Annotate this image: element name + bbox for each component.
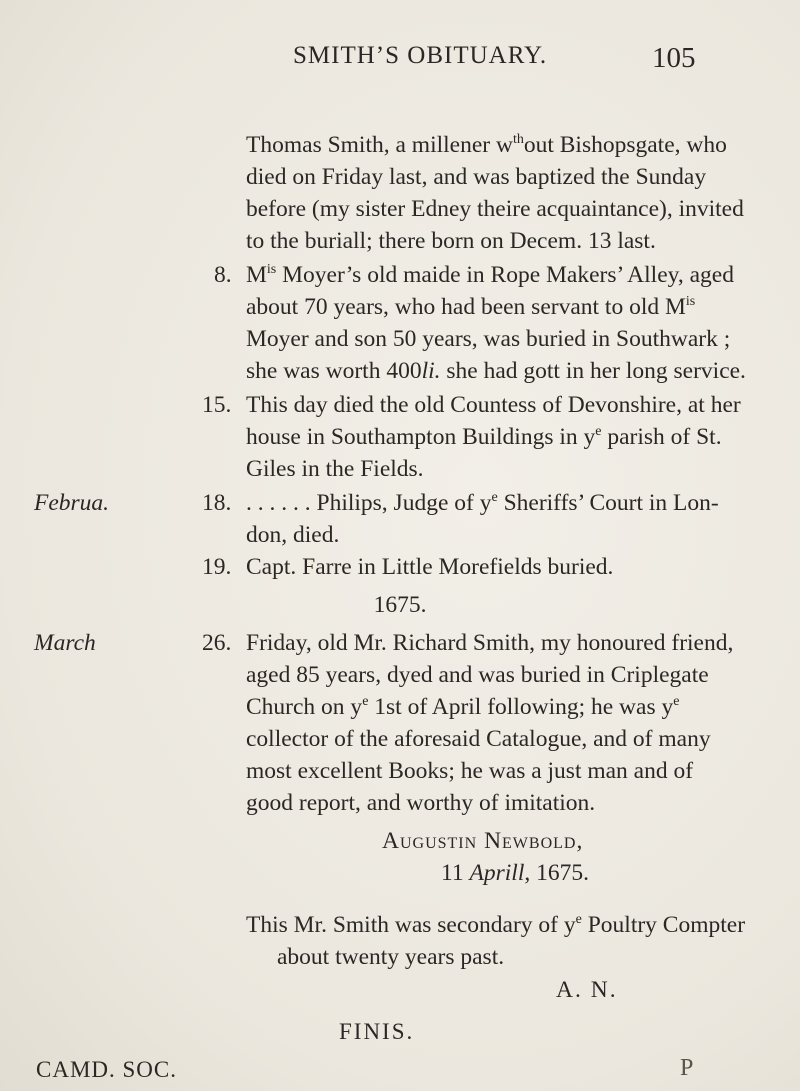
page-number: 105 [652,42,696,74]
text-line: Capt. Farre in Little Morefields buried. [246,554,614,580]
entry-day: 18. [202,490,232,516]
text-line: $M^{is}$ Moyer’s old maide in Rope Makers’ Alley, aged [246,262,734,288]
finis: FINIS. [339,1019,415,1044]
text-line: Church on $y^e$ 1st of April following; he was $y^e$ [246,694,680,720]
text-line: Moyer and son 50 years, was buried in Southwark ; [246,326,731,352]
signature-name: Augustin Newbold, [382,828,584,854]
text-line: good report, and worthy of imitation. [246,790,596,816]
text-line: about 70 years, who had been servant to old $M^{is}$ [246,294,696,320]
text-line: aged 85 years, dyed and was buried in Criplegate [246,662,709,688]
entry-day: 26. [202,630,232,656]
year-heading: 1675. [373,592,427,618]
entry-month: Februa. [34,490,110,516]
text-line: she was worth 400li. she had gott in her long service. [246,358,746,384]
signature-mark: P [680,1055,694,1081]
entry-month: March [34,630,96,656]
running-title: SMITH’S OBITUARY. [293,42,548,69]
printer-signature: CAMD. SOC. [36,1057,178,1082]
text-line: don, died. [246,522,340,548]
text-line: Giles in the Fields. [246,456,424,482]
text-line: This day died the old Countess of Devonshire, at her [246,392,741,418]
text-line: to the buriall; there born on Decem. 13 last. [246,228,656,254]
text-line: died on Friday last, and was baptized the Sunday [246,164,707,190]
entry-day: 19. [202,554,232,580]
text-line: most excellent Books; he was a just man and of [246,758,694,784]
text-line: about twenty years past. [277,944,505,970]
signature-date: 11 Aprill, 1675. [441,860,589,886]
text-line: collector of the aforesaid Catalogue, and of many [246,726,711,752]
text-line: This Mr. Smith was secondary of $y^e$ Poultry Compter [246,912,746,938]
entry-day: 8. [214,262,232,288]
text-line: house in Southampton Buildings in $y^e$ parish of St. [246,424,722,450]
text-line: Friday, old Mr. Richard Smith, my honoured friend, [246,630,734,656]
text-line: Thomas Smith, a millener $w^{th}out$ Bishopsgate, who [246,132,727,158]
text-line: before (my sister Edney theire acquaintance), invited [246,196,744,222]
note-initials: A. N. [556,977,618,1003]
text-line: . . . . . . Philips, Judge of $y^e$ Sheriffs’ Court in Lon- [246,490,719,516]
entry-day: 15. [202,392,232,418]
page-header [0,42,800,82]
